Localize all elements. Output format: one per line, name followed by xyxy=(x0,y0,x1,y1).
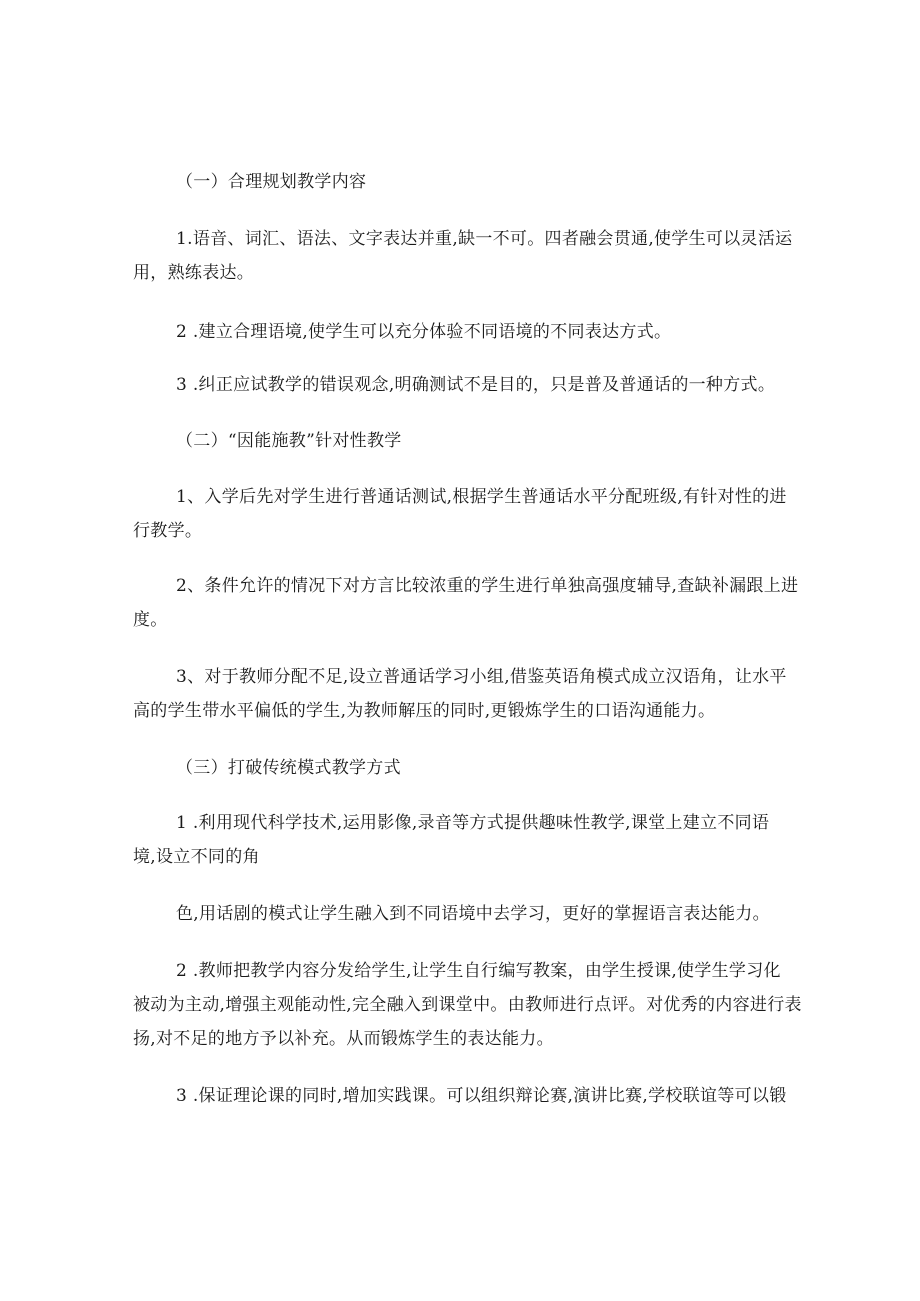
section-2-item-1-line-1: 1、入学后先对学生进行普通话测试,根据学生普通话水平分配班级,有针对性的进 xyxy=(176,487,787,507)
section-1-item-3-line-1: 3 .纠正应试教学的错误观念,明确测试不是目的，只是普及普通话的一种方式。 xyxy=(176,375,776,395)
section-2-item-3-line-2: 高的学生带水平偏低的学生,为教师解压的同时,更锻炼学生的口语沟通能力。 xyxy=(133,701,716,721)
section-1-item-2-line-1: 2 .建立合理语境,使学生可以充分体验不同语境的不同表达方式。 xyxy=(176,322,672,342)
section-3-item-1-line-3: 色,用话剧的模式让学生融入到不同语境中去学习，更好的掌握语言表达能力。 xyxy=(176,904,770,924)
section-3-heading: （三）打破传统模式教学方式 xyxy=(176,758,401,778)
section-3-item-2-line-1: 2 .教师把教学内容分发给学生,让学生自行编写教案，由学生授课,使学生学习化 xyxy=(176,961,781,981)
section-2-item-2-line-2: 度。 xyxy=(133,610,168,630)
section-1-item-1-line-1: 1.语音、词汇、语法、文字表达并重,缺一不可。四者融会贯通,使学生可以灵活运 xyxy=(176,229,793,249)
section-3-item-2-line-2: 被动为主动,增强主观能动性,完全融入到课堂中。由教师进行点评。对优秀的内容进行表 xyxy=(133,995,802,1015)
section-1-heading: （一）合理规划教学内容 xyxy=(176,172,367,192)
section-2-item-2-line-1: 2、条件允许的情况下对方言比较浓重的学生进行单独高强度辅导,查缺补漏跟上进 xyxy=(176,576,799,596)
section-2-item-3-line-1: 3、对于教师分配不足,设立普通话学习小组,借鉴英语角模式成立汉语角，让水平 xyxy=(176,667,787,687)
section-3-item-1-line-2: 境,设立不同的角 xyxy=(133,847,260,867)
section-2-heading: （二）“因能施教”针对性教学 xyxy=(176,431,402,451)
section-3-item-3-line-1: 3 .保证理论课的同时,增加实践课。可以组织辩论赛,演讲比赛,学校联谊等可以锻 xyxy=(176,1086,787,1106)
section-3-item-1-line-1: 1 .利用现代科学技术,运用影像,录音等方式提供趣味性教学,课堂上建立不同语 xyxy=(176,813,770,833)
section-3-item-2-line-3: 扬,对不足的地方予以补充。从而锻炼学生的表达能力。 xyxy=(133,1029,554,1049)
section-1-item-1-line-2: 用，熟练表达。 xyxy=(133,263,255,283)
section-2-item-1-line-2: 行教学。 xyxy=(133,521,203,541)
